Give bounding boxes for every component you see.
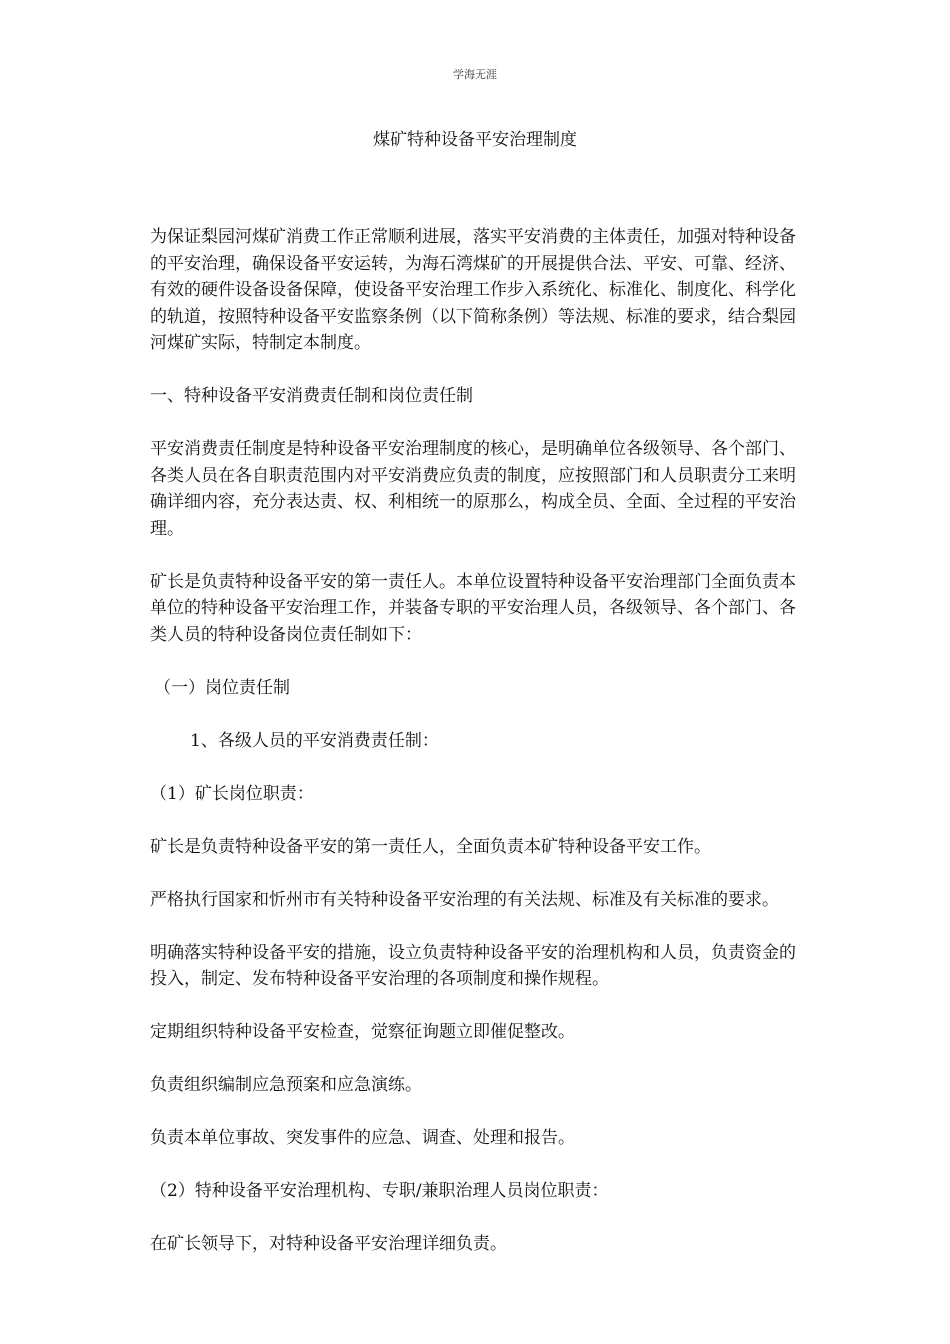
subsection-heading: （一）岗位责任制	[154, 677, 290, 698]
intro-paragraph: 为保证梨园河煤矿消费工作正常顺利进展，落实平安消费的主体责任，加强对特种设备的平安治理，确保设备平安运转，为海石湾煤矿的开展提供合法、平安、可靠、经济、有效的硬件设备设备保障，使设备平安治理工作步入系统化、标准化、制度化、科学化的轨道，按照特种设备平安监察条例（以下简称条例）等法规、标准的要求，结合梨园河煤矿实际，特制定本制度。	[150, 227, 796, 353]
numbered-heading: 1、各级人员的平安消费责任制：	[190, 730, 439, 751]
paragraph: 负责组织编制应急预案和应急演练。	[150, 1075, 422, 1095]
paragraph: 矿长是负责特种设备平安的第一责任人，全面负责本矿特种设备平安工作。	[150, 836, 711, 857]
document-body	[150, 224, 810, 1284]
paragraph: 在矿长领导下，对特种设备平安治理详细负责。	[150, 1234, 507, 1254]
document-title: 煤矿特种设备平安治理制度	[373, 130, 577, 150]
paragraph: 定期组织特种设备平安检查，觉察征询题立即催促整改。	[150, 1022, 575, 1042]
item-heading: （1）矿长岗位职责：	[150, 783, 314, 804]
paragraph: 负责本单位事故、突发事件的应急、调查、处理和报告。	[150, 1128, 575, 1148]
section-heading: 一、特种设备平安消费责任制和岗位责任制	[150, 386, 473, 406]
item-heading: （2）特种设备平安治理机构、专职/兼职治理人员岗位职责：	[150, 1181, 609, 1201]
paragraph: 矿长是负责特种设备平安的第一责任人。本单位设置特种设备平安治理部门全面负责本单位的特种设备平安治理工作，并装备专职的平安治理人员，各级领导、各个部门、各类人员的特种设备岗位责任制如下：	[150, 571, 796, 645]
paragraph: 严格执行国家和忻州市有关特种设备平安治理的有关法规、标准及有关标准的要求。	[150, 889, 779, 910]
paragraph: 平安消费责任制度是特种设备平安治理制度的核心，是明确单位各级领导、各个部门、各类人员在各自职责范围内对平安消费应负责的制度，应按照部门和人员职责分工来明确详细内容，充分表达责、权、利相统一的原那么，构成全员、全面、全过程的平安治理。	[150, 439, 796, 539]
page-header: 学海无涯	[453, 68, 497, 81]
paragraph: 明确落实特种设备平安的措施，设立负责特种设备平安的治理机构和人员，负责资金的投入，制定、发布特种设备平安治理的各项制度和操作规程。	[150, 942, 796, 989]
